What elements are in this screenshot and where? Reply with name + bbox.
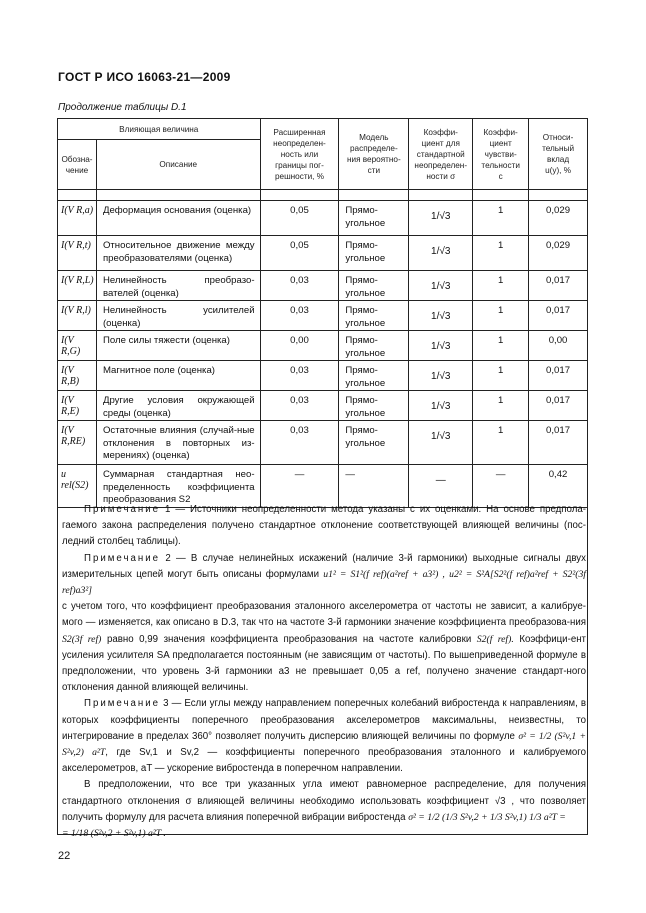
page-number: 22	[58, 850, 71, 862]
row-description: Магнитное поле (оценка)	[96, 361, 260, 391]
row-sensitivity: 1	[473, 331, 529, 361]
row-coefficient: 1/√3	[409, 421, 473, 465]
header-std-coefficient: Коэффи- циент для стандартной неопределен- ности σ	[409, 119, 473, 190]
row-relative-contribution: 0,029	[529, 201, 588, 236]
row-symbol: I(V R,t)	[58, 236, 97, 271]
table-row	[58, 236, 588, 271]
row-distribution: Прямо- угольное	[339, 236, 409, 271]
row-expanded-uncertainty: 0,03	[260, 361, 339, 391]
header-description: Описание	[96, 140, 260, 190]
row-symbol: I(V R,l)	[58, 301, 97, 331]
row-coefficient: 1/√3	[409, 331, 473, 361]
row-expanded-uncertainty: 0,05	[260, 201, 339, 236]
row-expanded-uncertainty: 0,03	[260, 271, 339, 301]
row-sensitivity: 1	[473, 361, 529, 391]
header-symbol: Обозна- чение	[58, 140, 97, 190]
row-distribution: Прямо- угольное	[339, 421, 409, 465]
table-row	[58, 271, 588, 301]
header-relative-contribution: Относи- тельный вклад u(y), %	[529, 119, 588, 190]
row-coefficient: —	[409, 465, 473, 508]
formula-sigma: σ² = 1/2 (S²v,1 + S²v,2) a²T	[62, 730, 586, 759]
table-row	[58, 391, 588, 421]
row-expanded-uncertainty: 0,05	[260, 236, 339, 271]
note-2: Примечание 2 — В случае нелинейных искажений (наличие 3-й гармоники) выходные сигналы двух измерительных цепей могут быть описаны формулами u1² = S1²(f ref)(a²ref + a3²) , u2² = S²A[S2²(f ref)a²ref + S2²(3f ref)a3²]	[62, 552, 586, 597]
document-title: ГОСТ Р ИСО 16063-21—2009	[58, 70, 231, 84]
row-expanded-uncertainty: —	[260, 465, 339, 508]
row-symbol: u rel(S2)	[58, 465, 97, 508]
row-expanded-uncertainty: 0,00	[260, 331, 339, 361]
note-3-continued: В предположении, что все три указанных угла имеют равномерное распределение, для получения стандартного отклонения σ влияющей величины необходимо использовать коэффициент √3 , что позволяет получить формулу для расчета влияния поперечной вибрации вибростенда σ² = 1/2 (1/3 S²v,2 + 1/3 S²v,1) 1/3 a²T =	[62, 779, 586, 823]
row-distribution: Прямо- угольное	[339, 361, 409, 391]
row-description: Нелинейность усилителей (оценка)	[96, 301, 260, 331]
row-sensitivity: 1	[473, 391, 529, 421]
table-notes	[62, 502, 586, 842]
row-expanded-uncertainty: 0,03	[260, 301, 339, 331]
row-relative-contribution: 0,42	[529, 465, 588, 508]
row-coefficient: 1/√3	[409, 391, 473, 421]
row-symbol: I(V R,a)	[58, 201, 97, 236]
row-description: Другие условия окружающей среды (оценка)	[96, 391, 260, 421]
row-sensitivity: 1	[473, 301, 529, 331]
table-row	[58, 301, 588, 331]
header-distribution-model: Модель распределе- ния вероятно- сти	[339, 119, 409, 190]
table-row	[58, 421, 588, 465]
row-symbol: I(V R,RE)	[58, 421, 97, 465]
header-expanded-uncertainty: Расширенная неопределен- ность или границы пог- решности, %	[260, 119, 339, 190]
table-row	[58, 331, 588, 361]
row-relative-contribution: 0,029	[529, 236, 588, 271]
row-description: Поле силы тяжести (оценка)	[96, 331, 260, 361]
row-coefficient: 1/√3	[409, 236, 473, 271]
row-description: Суммарная стандартная нео-пределенность коэффициента преобразования S2	[96, 465, 260, 508]
row-sensitivity: 1	[473, 421, 529, 465]
row-sensitivity: 1	[473, 236, 529, 271]
note-2-continued: с учетом того, что коэффициент преобразования эталонного акселерометра от частоты не зависит, а калибруе-мого — изменяется, как описано в D.3, так что на частоте 3-й гармоники значение коэффициента преобразова-ния S2(3f ref) равно 0,99 значения коэффициента преобразования на частоте калибровки S2(f ref). Коэффици-ент усиления усилителя SA предполагается постоянным (не зависящим от частоты). По вышеприведенной формуле в предположении, что уровень 3-й гармоники a3 не превышает 0,05 a ref, получено значение стандарт-ного отклонения данной влияющей величины.	[62, 601, 586, 694]
row-relative-contribution: 0,017	[529, 361, 588, 391]
row-symbol: I(V R,E)	[58, 391, 97, 421]
row-description: Нелинейность преобразо-вателей (оценка)	[96, 271, 260, 301]
row-sensitivity: —	[473, 465, 529, 508]
row-description: Относительное движение между преобразователями (оценка)	[96, 236, 260, 271]
row-coefficient: 1/√3	[409, 201, 473, 236]
row-relative-contribution: 0,017	[529, 271, 588, 301]
formula-u1: u1² = S1²(f ref)(a²ref + a3²) ,	[323, 568, 445, 580]
row-relative-contribution: 0,00	[529, 331, 588, 361]
header-influence-quantity: Влияющая величина	[58, 119, 261, 140]
row-relative-contribution: 0,017	[529, 391, 588, 421]
row-sensitivity: 1	[473, 271, 529, 301]
table-row	[58, 201, 588, 236]
table-row	[58, 465, 588, 508]
row-symbol: I(V R,L)	[58, 271, 97, 301]
row-distribution: Прямо- угольное	[339, 271, 409, 301]
row-coefficient: 1/√3	[409, 361, 473, 391]
row-distribution: Прямо- угольное	[339, 201, 409, 236]
formula-sigma-2: σ² = 1/2 (1/3 S²v,2 + 1/3 S²v,1) 1/3 a²T =	[408, 811, 566, 823]
row-symbol: I(V R,G)	[58, 331, 97, 361]
row-description: Деформация основания (оценка)	[96, 201, 260, 236]
row-expanded-uncertainty: 0,03	[260, 421, 339, 465]
formula-result: = 1/18 (S²v,2 + S²v,1) a²T .	[62, 828, 166, 840]
row-symbol: I(V R,B)	[58, 361, 97, 391]
row-description: Остаточные влияния (случай-ные отклонения в повторных из-мерениях) (оценка)	[96, 421, 260, 465]
header-sensitivity: Коэффи- циент чувстви- тельности c	[473, 119, 529, 190]
note-3: Примечание 3 — Если углы между направлением поперечных колебаний вибростенда к направлениям, в которых коэффициенты поперечного преобразования акселерометров максимальны, неизвестны, то интегрирование в пределах 360° позволяет получить дисперсию влияющей величины по формуле σ² = 1/2 (S²v,1 + S²v,2) a²T, где Sv,1 и Sv,2 — коэффициенты поперечного преобразования эталонного и калибруемого акселерометров, aT — ускорение вибростенда в поперечном направлении.	[62, 698, 586, 775]
row-distribution: Прямо- угольное	[339, 391, 409, 421]
formula-u2: u2² = S²A[S2²(f ref)a²ref + S2²(3f ref)a3²]	[62, 568, 586, 597]
row-relative-contribution: 0,017	[529, 301, 588, 331]
row-relative-contribution: 0,017	[529, 421, 588, 465]
row-distribution: Прямо- угольное	[339, 301, 409, 331]
row-distribution: Прямо- угольное	[339, 331, 409, 361]
row-expanded-uncertainty: 0,03	[260, 391, 339, 421]
uncertainty-table	[57, 118, 588, 508]
row-distribution: —	[339, 465, 409, 508]
table-continuation-label: Продолжение таблицы D.1	[58, 102, 187, 113]
row-coefficient: 1/√3	[409, 301, 473, 331]
row-coefficient: 1/√3	[409, 271, 473, 301]
row-sensitivity: 1	[473, 201, 529, 236]
table-row	[58, 361, 588, 391]
note-1: Примечание 1 — Источники неопределенности метода указаны с их оценками. На основе предпола-гаемого закона распределения получено стандартное отклонение соответствующей влияющей величины (пос-ледний столбец таблицы).	[62, 504, 586, 548]
